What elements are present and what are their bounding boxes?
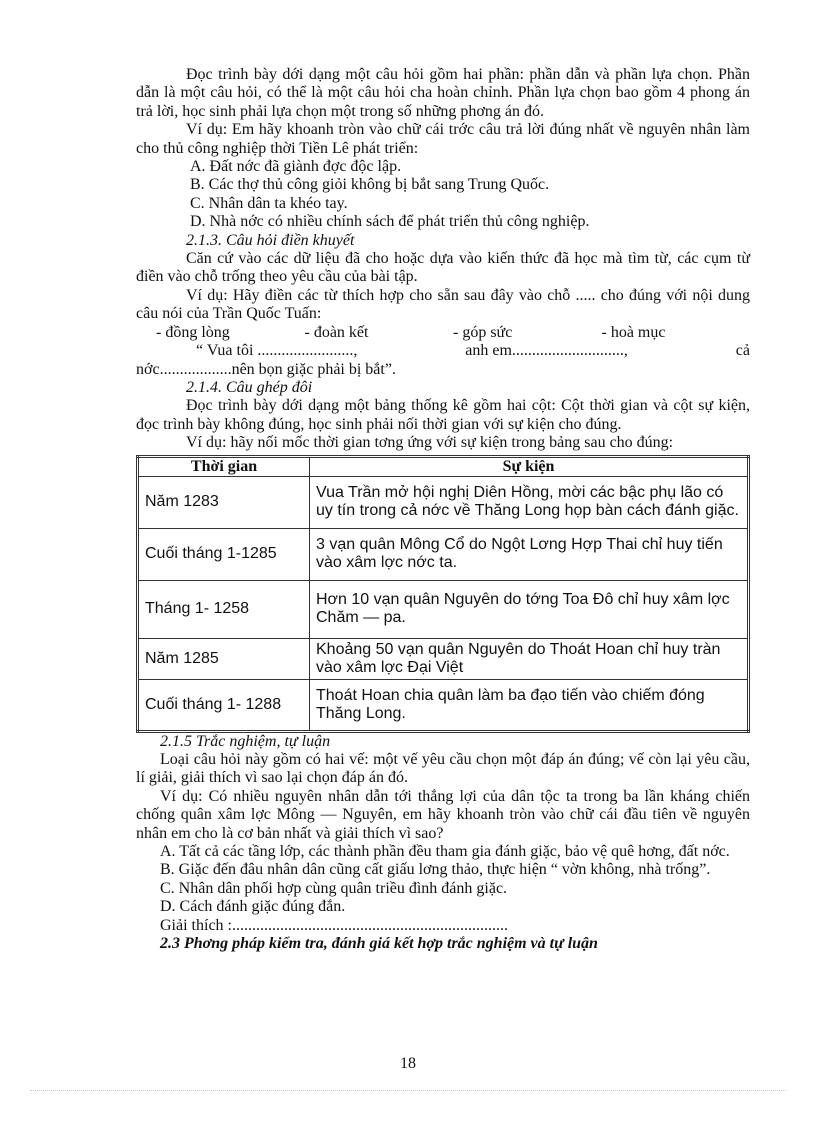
option-d: D. Nhà nớc có nhiều chính sách để phát triển thủ công nghiệp.: [190, 213, 590, 231]
time-cell: Tháng 1- 1258: [138, 580, 310, 638]
event-cell: Thoát Hoan chia quân làm ba đạo tiến vào chiếm đóng Thăng Long.: [310, 679, 749, 731]
event-cell: Hơn 10 vạn quân Nguyên do tớng Toa Đô chỉ huy xâm lợc Chăm — pa.: [310, 580, 749, 638]
paragraph: Đọc trình bày dới dạng một câu hỏi gồm hai phần: phần dẫn và phần lựa chọn. Phần dẫn là một câu hỏi, có thể là một câu hỏi cha hoàn chỉnh. Phần lựa chọn bao gồm 4 phong án trả lời, học sinh phải lựa chọn một trong số những phơng án đó.: [136, 66, 750, 120]
table-row: [138, 679, 749, 731]
paragraph: Giải thích :.....................................................................: [160, 916, 508, 934]
table-row: [138, 638, 749, 679]
quote-part: “ Vua tôi ........................,: [196, 342, 358, 360]
page-number: 18: [400, 1055, 416, 1072]
event-cell: Khoảng 50 vạn quân Nguyên do Thoát Hoan chỉ huy tràn vào xâm lợc Đại Việt: [310, 638, 749, 679]
section-heading: 2.3 Phơng pháp kiểm tra, đánh giá kết hợp trắc nghiệm và tự luận: [160, 935, 598, 952]
matching-table: [136, 455, 750, 733]
page-border: [30, 1090, 786, 1091]
paragraph: D. Cách đánh giặc đúng đắn.: [160, 898, 346, 916]
paragraph: Đọc trình bày dới dạng một bảng thống kê gồm hai cột: Cột thời gian và cột sự kiện, đọc trình bày không đúng, học sinh phải nối thời gian với sự kiện cho đúng.: [136, 397, 750, 433]
option-c: C. Nhân dân ta khéo tay.: [190, 194, 348, 212]
section-heading: 2.1.5 Trắc nghiệm, tự luận: [160, 732, 331, 750]
table-header-row: [138, 456, 749, 476]
time-cell: Cuối tháng 1-1285: [138, 528, 310, 580]
paragraph: Loại câu hỏi này gồm có hai vế: một vế yêu cầu chọn một đáp án đúng; vế còn lại yêu cầu, lí giải, giải thích vì sao lại chọn đáp án đó.: [136, 750, 750, 787]
option-a: A. Đất nớc đã giành đợc độc lập.: [190, 158, 402, 176]
paragraph: Ví dụ: Hãy điền các từ thích hợp cho sẵn sau đây vào chỗ ..... cho đúng với nội dung câu nói của Trần Quốc Tuấn:: [136, 286, 750, 323]
column-header-event: Sự kiện: [310, 456, 749, 476]
paragraph: A. Tất cả các tầng lớp, các thành phần đều tham gia đánh giặc, bảo vệ quê hơng, đất nớc.: [160, 842, 730, 860]
table-row: [138, 528, 749, 580]
word-option: - đoàn kết: [304, 323, 369, 341]
quote-part: cả: [735, 342, 750, 360]
word-bank: [136, 324, 750, 342]
option-b: B. Các thợ thủ công giỏi không bị bắt sang Trung Quốc.: [190, 176, 550, 194]
event-cell: 3 vạn quân Mông Cổ do Ngột Lơng Hợp Thai chỉ huy tiến vào xâm lợc nớc ta.: [310, 528, 749, 580]
paragraph: Ví dụ: Em hãy khoanh tròn vào chữ cái trớc câu trả lời đúng nhất về nguyên nhân làm cho thủ công nghiệp thời Tiền Lê phát triển:: [136, 121, 750, 157]
table-row: [138, 476, 749, 528]
word-option: - đồng lòng: [156, 323, 230, 341]
section-heading: 2.1.4. Câu ghép đôi: [186, 378, 313, 396]
time-cell: Cuối tháng 1- 1288: [138, 679, 310, 731]
section-heading: 2.1.3. Câu hỏi điền khuyết: [186, 231, 355, 249]
time-cell: Năm 1283: [138, 476, 310, 528]
paragraph: Ví dụ: hãy nối mốc thời gian tơng ứng với sự kiện trong bảng sau cho đúng:: [186, 434, 674, 452]
event-cell: Vua Trần mở hội nghị Diên Hồng, mời các bậc phụ lão có uy tín trong cả nớc về Thăng Long họp bàn cách đánh giặc.: [310, 476, 749, 528]
paragraph: C. Nhân dân phối hợp cùng quân triều đình đánh giặc.: [160, 879, 508, 897]
fill-blank-quote: [136, 342, 750, 360]
quote-part: anh em............................,: [465, 342, 628, 360]
column-header-time: Thời gian: [138, 456, 310, 476]
word-option: - góp sức: [453, 323, 513, 341]
paragraph: B. Giặc đến đâu nhân dân cũng cất giấu lơng thảo, thực hiện “ vờn không, nhà trống”.: [160, 861, 711, 879]
word-option: - hoà mục: [601, 323, 666, 341]
table-row: [138, 580, 749, 638]
paragraph: Căn cứ vào các dữ liệu đã cho hoặc dựa vào kiến thức đã học mà tìm từ, các cụm từ điền vào chỗ trống theo yêu cầu của bài tập.: [136, 250, 750, 286]
quote-continuation: nớc..................nên bọn giặc phải bị bắt”.: [136, 360, 396, 378]
paragraph: Ví dụ: Có nhiều nguyên nhân dẫn tới thắng lợi của dân tộc ta trong ba lần kháng chiến chống quân xâm lợc Mông — Nguyên, em hãy khoanh tròn vào chữ cái đầu tiên về nguyên nhân em cho là cơ bản nhất và giải thích vì sao?: [136, 787, 750, 842]
time-cell: Năm 1285: [138, 638, 310, 679]
document-body: [136, 66, 750, 953]
